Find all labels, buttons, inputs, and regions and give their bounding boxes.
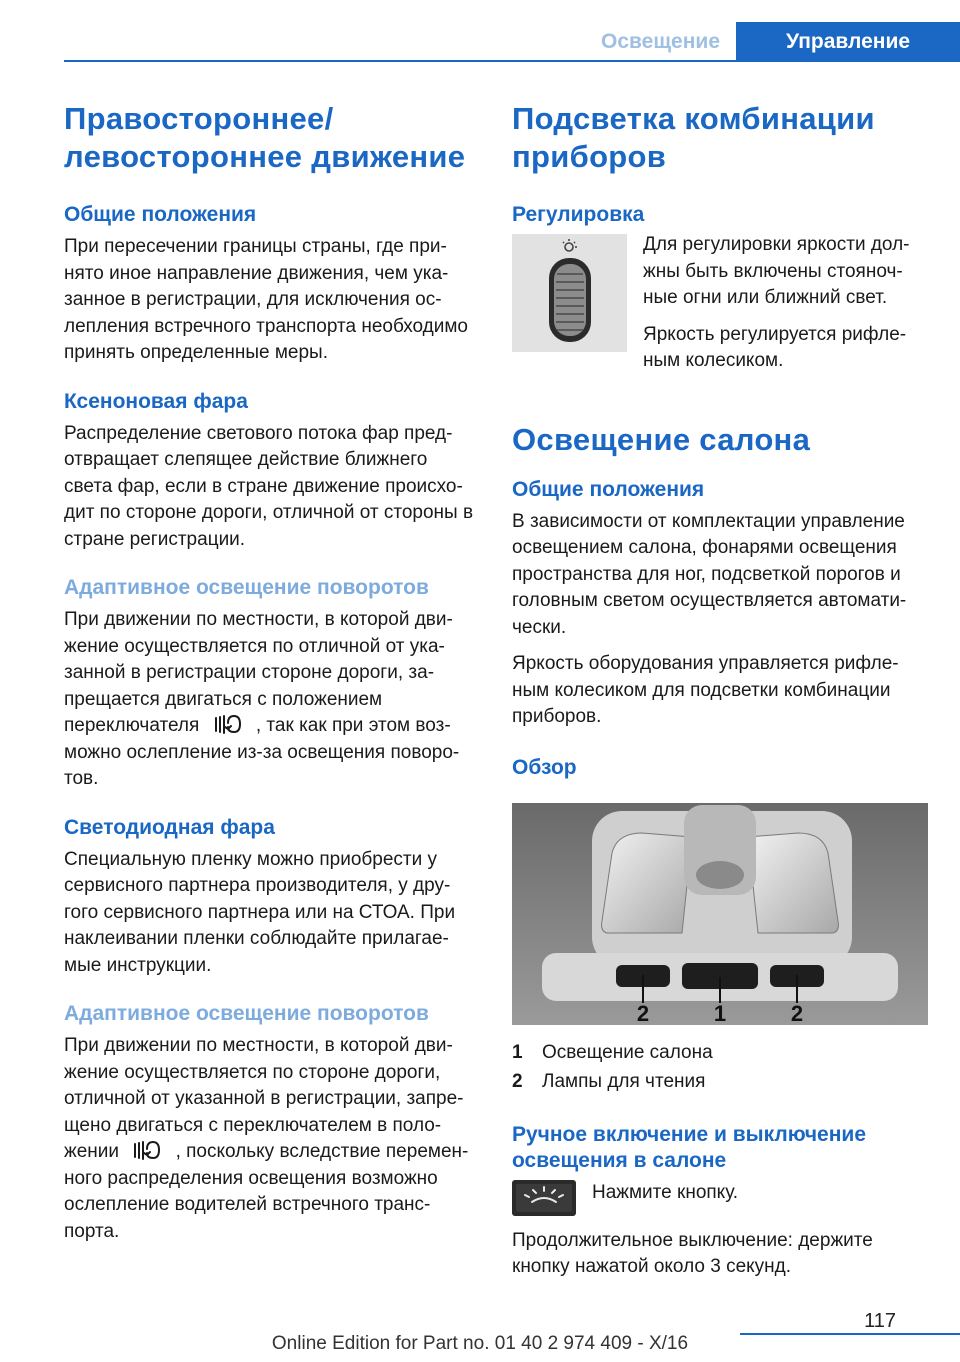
page-header (0, 0, 960, 62)
section-tab-lighting[interactable]: Освещение (601, 30, 720, 53)
edition-note: Online Edition for Part no. 01 40 2 974 409 - X/16 (271, 1333, 689, 1354)
figure-callout-left: 2 (636, 1000, 650, 1025)
figure-legend (512, 1038, 928, 1096)
paragraph-xenon: Распределение светового потока фар пред-отвращает слепящее действие ближнего света фар, если в стране движение происхо-дит по стороне дороги, отличной от стороны в стране регистрации. (64, 422, 474, 550)
legend-text: Освещение салона (542, 1041, 713, 1063)
legend-item (512, 1038, 928, 1067)
legend-text: Лампы для чтения (542, 1070, 706, 1092)
section-title-interior-lighting: Освещение салона (512, 421, 811, 457)
heading-xenon: Ксеноновая фара (64, 389, 248, 413)
heading-led: Светодиодная фара (64, 815, 275, 839)
page-number: 117 (864, 1310, 896, 1332)
adjustment-text (643, 234, 928, 375)
heading-manual-switch: Ручное включение и выключение освещения в салоне (512, 1122, 867, 1172)
section-title-traffic: Правостороннее/ левостороннее движение (64, 101, 466, 174)
paragraph-adaptive-1-part-b: , так как при этом воз-можно ослепление из-за освещения поворо-тов. (64, 715, 460, 789)
paragraph-interior-general-1: В зависимости от комплектации управление освещением салона, фонарями освещения пространства для ног, подсветкой порогов и головным светом осуществляется автомати-чески. (512, 510, 907, 638)
paragraph-adjustment-1: Для регулировки яркости дол-жны быть включены стояноч-ные огни или ближний свет. (643, 234, 910, 308)
paragraph-general: При пересечении границы страны, где при-нято иное направление движения, чем ука-занное в регистрации, для исключения ос-лепления встречного транспорта необходимо принять определенные меры. (64, 236, 468, 363)
header-rule (64, 60, 960, 62)
interior-light-panel-figure (512, 803, 928, 1025)
left-column (64, 100, 480, 1245)
figure-callout-center: 1 (713, 1000, 727, 1025)
right-column (512, 100, 928, 1281)
paragraph-adjustment-2: Яркость регулируется рифле-ным колесиком. (643, 323, 907, 371)
paragraph-interior-general-2: Яркость оборудования управляется рифле-ным колесиком для подсветки комбинации приборов. (512, 653, 899, 727)
legend-number: 2 (512, 1070, 523, 1092)
headlight-switch-icon (213, 713, 243, 735)
dimmer-wheel-icon (512, 234, 627, 352)
paragraph-press-button: Нажмите кнопку. (592, 1181, 739, 1203)
manual-switch-block (512, 1180, 928, 1216)
section-title-instrument-lighting: Подсветка комбинации приборов (512, 101, 875, 174)
paragraph-adaptive-1 (64, 607, 480, 793)
interior-light-button-icon (512, 1180, 576, 1216)
paragraph-permanent-off: Продолжительное выключение: держите кнопку нажатой около 3 секунд. (512, 1229, 873, 1277)
chapter-tab-controls[interactable]: Управление (736, 22, 960, 62)
paragraph-adaptive-2-part-a: При движении по местности, в которой дви-жение осуществляется по стороне дороги, отличной от указанной в регистрации, запре-щено двигаться с переключателем в поло-жении (64, 1035, 464, 1162)
adjustment-block (512, 234, 928, 375)
heading-adaptive-2: Адаптивное освещение поворотов (64, 1002, 429, 1025)
legend-number: 1 (512, 1041, 523, 1063)
heading-adaptive-1: Адаптивное освещение поворотов (64, 576, 429, 599)
heading-overview: Обзор (512, 755, 577, 779)
legend-item (512, 1067, 928, 1096)
paragraph-led: Специальную пленку можно приобрести у сервисного партнера производителя, у дру-гого сервисного партнера или на СТОА. При наклеивании пленки соблюдайте прилагае-мые инструкции. (64, 848, 456, 976)
headlight-switch-icon (132, 1139, 162, 1161)
paragraph-adaptive-2-part-b: , поскольку вследствие перемен-ного распределения освещения возможно ослепление водителей встречного транс-порта. (64, 1141, 469, 1242)
figure-callout-right: 2 (790, 1000, 804, 1025)
heading-general: Общие положения (64, 203, 257, 226)
heading-adjustment: Регулировка (512, 203, 645, 226)
heading-interior-general: Общие положения (512, 477, 705, 501)
paragraph-adaptive-2 (64, 1033, 480, 1245)
paragraph-adaptive-1-part-a: При движении по местности, в которой дви-жение осуществляется по отличной от ука-занной в регистрации стороне дороги, за-прещается двигаться с положением переключателя (64, 609, 453, 736)
